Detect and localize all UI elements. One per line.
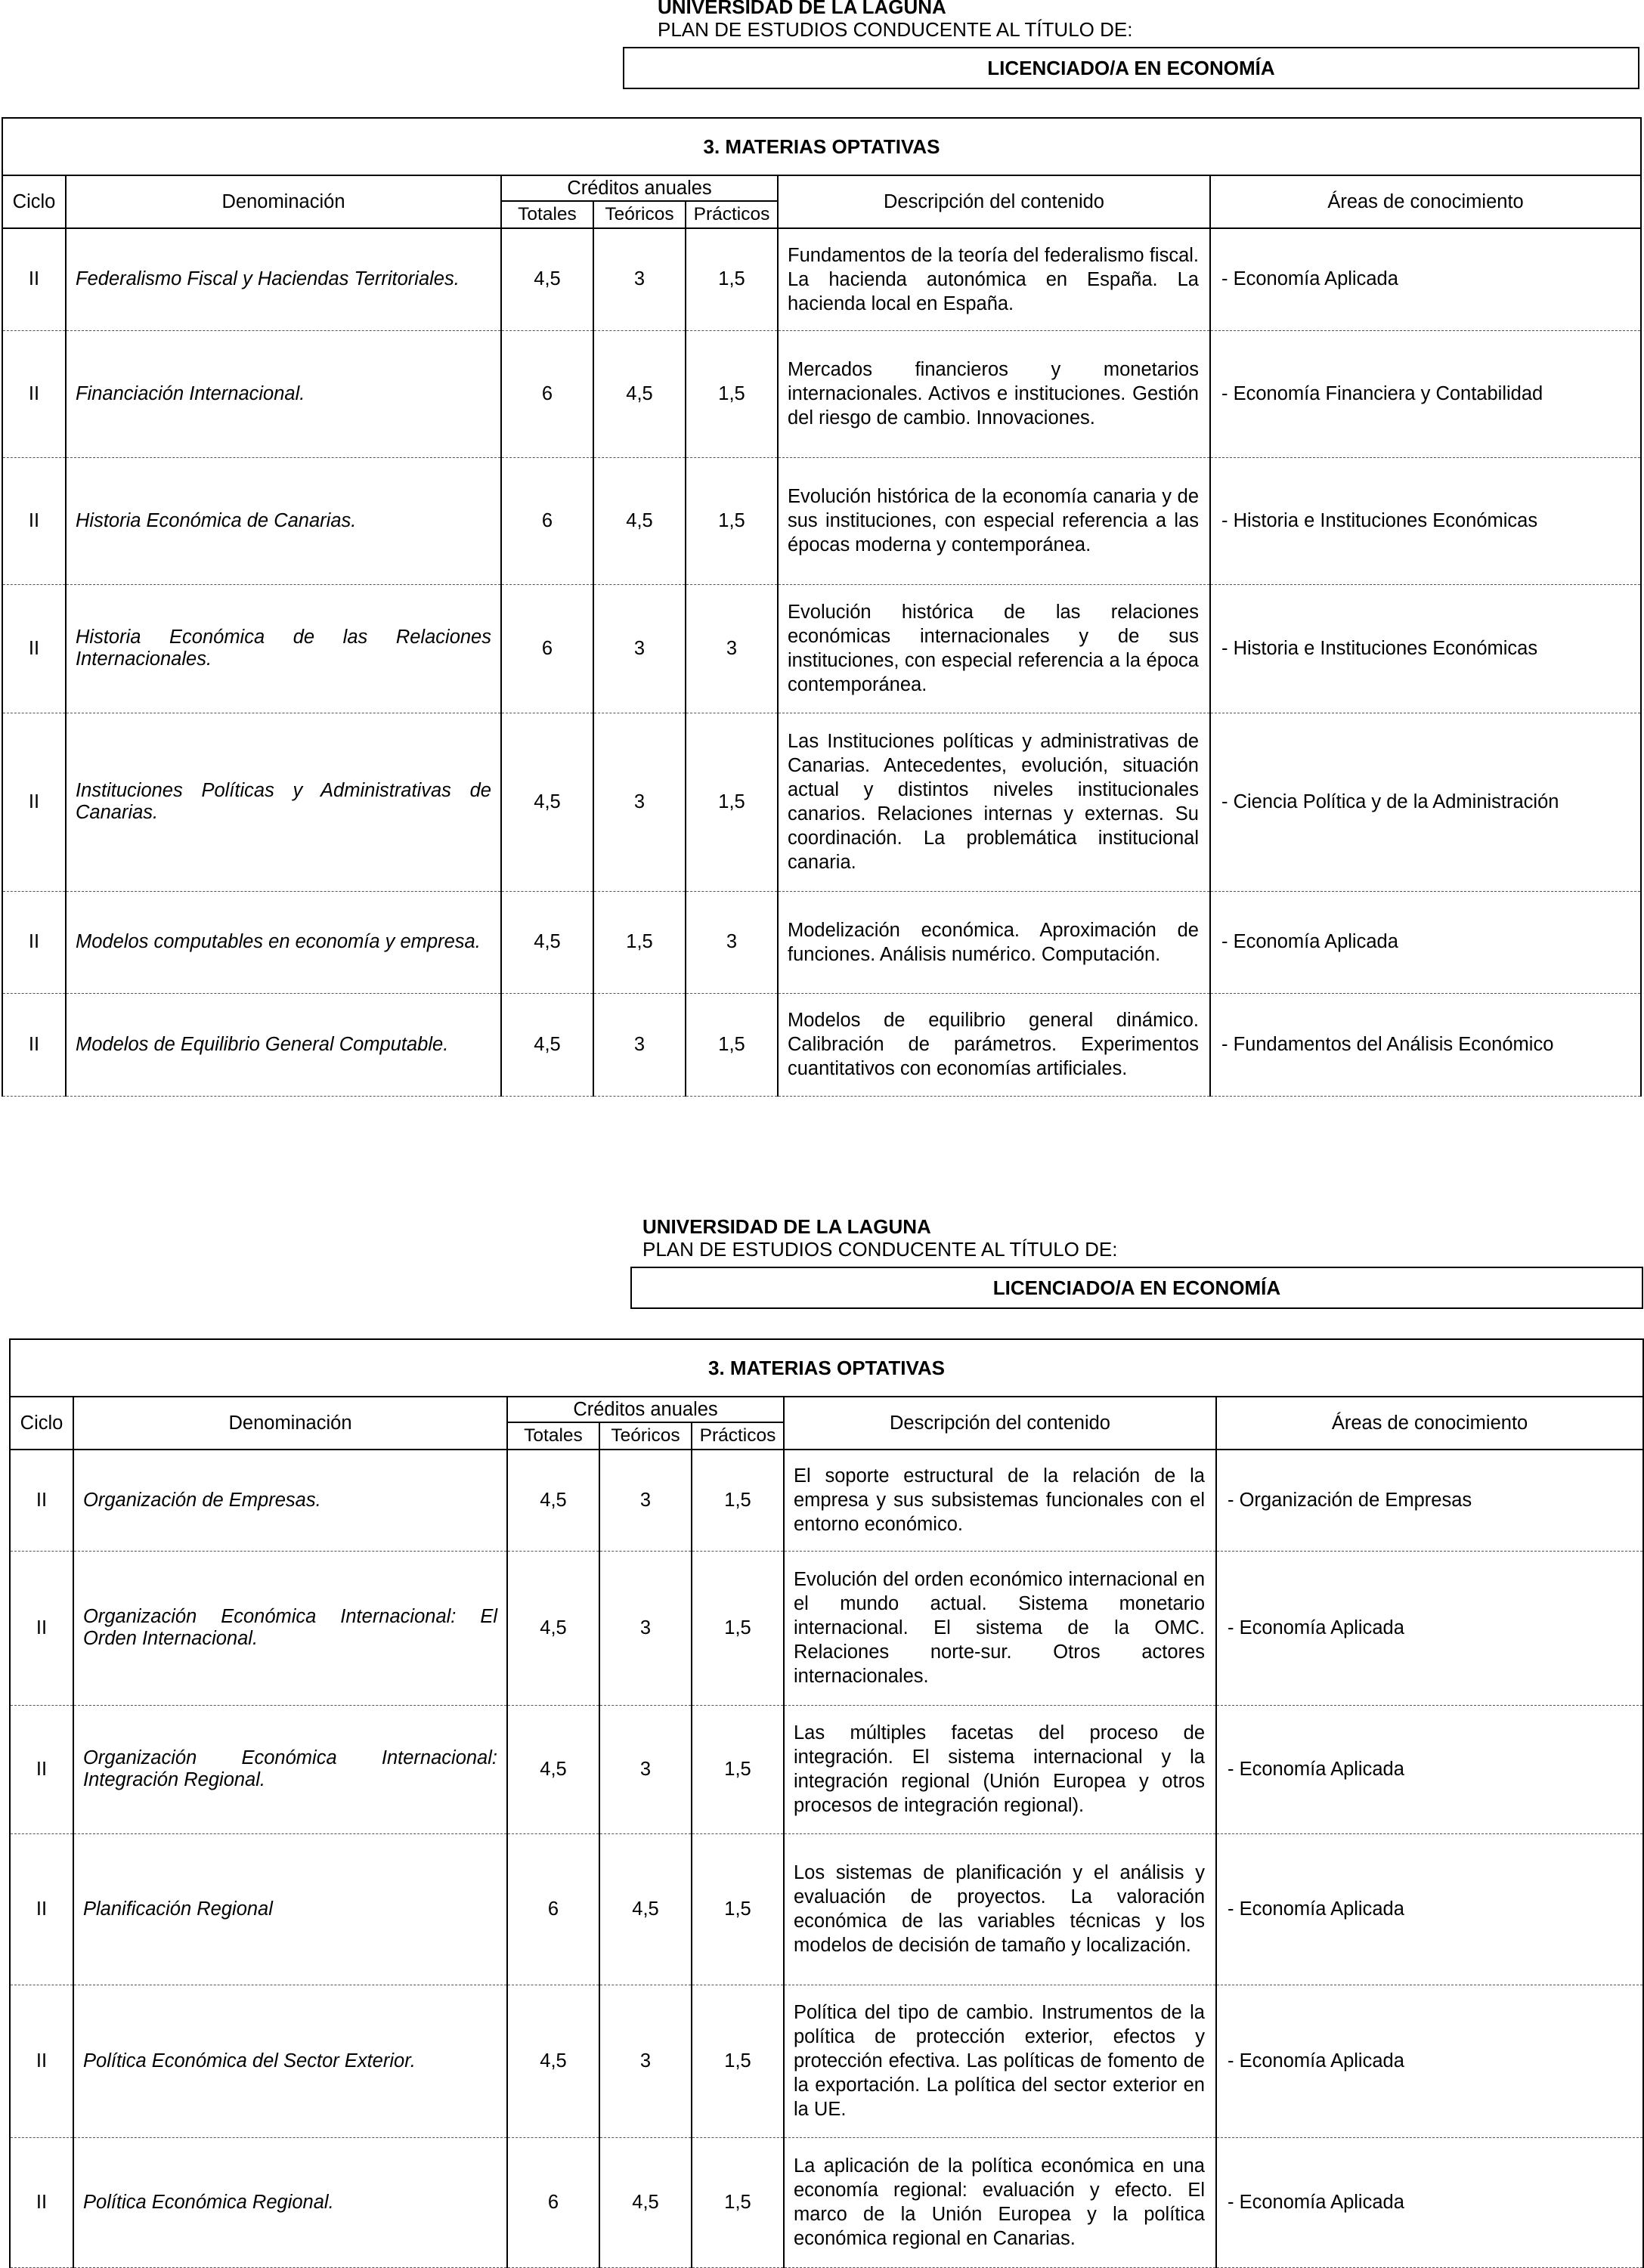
cell-teoricos: 3 bbox=[599, 1705, 692, 1833]
cell-teoricos: 1,5 bbox=[593, 891, 686, 993]
cell-ciclo: II bbox=[2, 993, 66, 1096]
cell-name: Organización Económica Internacional: Integración Regional. bbox=[73, 1705, 507, 1833]
cell-desc: Evolución del orden económico internacional en el mundo actual. Sistema monetario internacional. El sistema de la OMC. Relaciones norte-sur. Otros actores internacionales. bbox=[784, 1551, 1216, 1705]
cell-desc: Mercados financieros y monetarios internacionales. Activos e instituciones. Gestión del riesgo de cambio. Innovaciones. bbox=[778, 330, 1210, 457]
plan-title: PLAN DE ESTUDIOS CONDUCENTE AL TÍTULO DE: bbox=[642, 1238, 1118, 1261]
table-row bbox=[10, 1551, 1643, 1705]
cell-name: Organización de Empresas. bbox=[73, 1450, 507, 1551]
cell-totales: 4,5 bbox=[507, 1985, 599, 2137]
cell-area: - Fundamentos del Análisis Económico bbox=[1210, 993, 1641, 1096]
header-teoricos: Teóricos bbox=[599, 1422, 692, 1450]
cell-ciclo: II bbox=[10, 1705, 73, 1833]
cell-totales: 6 bbox=[507, 1833, 599, 1985]
cell-name: Política Económica Regional. bbox=[73, 2137, 507, 2267]
header-totales: Totales bbox=[507, 1422, 599, 1450]
cell-teoricos: 4,5 bbox=[599, 2137, 692, 2267]
header-denominacion: Denominación bbox=[73, 1397, 507, 1450]
cell-totales: 4,5 bbox=[507, 1551, 599, 1705]
degree-title: LICENCIADO/A EN ECONOMÍA bbox=[987, 57, 1275, 79]
cell-name: Historia Económica de las Relaciones Internacionales. bbox=[66, 584, 501, 713]
cell-name: Modelos computables en economía y empresa. bbox=[66, 891, 501, 993]
cell-totales: 4,5 bbox=[507, 1450, 599, 1551]
plan-title: PLAN DE ESTUDIOS CONDUCENTE AL TÍTULO DE: bbox=[658, 18, 1133, 41]
cell-totales: 6 bbox=[501, 330, 593, 457]
header-creditos: Créditos anuales bbox=[501, 175, 778, 201]
cell-desc: Política del tipo de cambio. Instrumentos de la política de protección exterior, efectos y protección efectiva. Las políticas de fomento de la exportación. La política del sector exterior en la UE. bbox=[784, 1985, 1216, 2137]
optional-subjects-table bbox=[9, 1338, 1644, 2268]
degree-title: LICENCIADO/A EN ECONOMÍA bbox=[992, 1276, 1281, 1299]
table-row bbox=[2, 457, 1641, 584]
document-header bbox=[642, 1215, 1117, 1261]
cell-practicos: 1,5 bbox=[692, 1551, 784, 1705]
header-areas: Áreas de conocimiento bbox=[1210, 175, 1641, 228]
header-ciclo: Ciclo bbox=[10, 1397, 73, 1450]
cell-totales: 4,5 bbox=[501, 993, 593, 1096]
cell-totales: 6 bbox=[501, 457, 593, 584]
header-practicos: Prácticos bbox=[686, 201, 778, 228]
cell-name: Instituciones Políticas y Administrativas de Canarias. bbox=[66, 713, 501, 891]
cell-practicos: 1,5 bbox=[692, 2137, 784, 2267]
degree-title-box bbox=[623, 47, 1639, 89]
cell-ciclo: II bbox=[2, 330, 66, 457]
cell-desc: El soporte estructural de la relación de la empresa y sus subsistemas funcionales con el entorno económico. bbox=[784, 1450, 1216, 1551]
table-row bbox=[2, 891, 1641, 993]
cell-area: - Organización de Empresas bbox=[1216, 1450, 1643, 1551]
cell-practicos: 1,5 bbox=[686, 228, 778, 330]
cell-totales: 4,5 bbox=[501, 713, 593, 891]
cell-desc: Evolución histórica de la economía canaria y de sus instituciones, con especial referencia a las épocas moderna y contemporánea. bbox=[778, 457, 1210, 584]
cell-name: Historia Económica de Canarias. bbox=[66, 457, 501, 584]
header-denominacion: Denominación bbox=[66, 175, 501, 228]
header-ciclo: Ciclo bbox=[2, 175, 66, 228]
cell-totales: 4,5 bbox=[507, 1705, 599, 1833]
cell-desc: Fundamentos de la teoría del federalismo fiscal. La hacienda autonómica en España. La hacienda local en España. bbox=[778, 228, 1210, 330]
cell-desc: Las múltiples facetas del proceso de integración. El sistema internacional y la integración regional (Unión Europea y otros procesos de integración regional). bbox=[784, 1705, 1216, 1833]
cell-totales: 4,5 bbox=[501, 891, 593, 993]
cell-practicos: 3 bbox=[686, 891, 778, 993]
cell-desc: Las Instituciones políticas y administrativas de Canarias. Antecedentes, evolución, situación actual y distintos niveles institucionales canarios. Relaciones internas y externas. Su coordinación. La problemática institucional canaria. bbox=[778, 713, 1210, 891]
cell-area: - Economía Aplicada bbox=[1216, 1985, 1643, 2137]
table-row bbox=[10, 1705, 1643, 1833]
cell-practicos: 1,5 bbox=[692, 1705, 784, 1833]
cell-teoricos: 3 bbox=[599, 1450, 692, 1551]
cell-area: - Economía Aplicada bbox=[1216, 1833, 1643, 1985]
cell-area: - Historia e Instituciones Económicas bbox=[1210, 584, 1641, 713]
header-totales: Totales bbox=[501, 201, 593, 228]
cell-teoricos: 3 bbox=[599, 1985, 692, 2137]
table-row bbox=[10, 2137, 1643, 2267]
cell-desc: Los sistemas de planificación y el análisis y evaluación de proyectos. La valoración económica de las variables técnicas y los modelos de decisión de tamaño y localización. bbox=[784, 1833, 1216, 1985]
cell-ciclo: II bbox=[2, 228, 66, 330]
cell-practicos: 1,5 bbox=[686, 993, 778, 1096]
cell-area: - Economía Financiera y Contabilidad bbox=[1210, 330, 1641, 457]
document-header bbox=[658, 0, 1132, 41]
optional-subjects-table bbox=[2, 117, 1642, 1097]
cell-practicos: 3 bbox=[686, 584, 778, 713]
header-creditos: Créditos anuales bbox=[507, 1397, 784, 1422]
university-name: UNIVERSIDAD DE LA LAGUNA bbox=[658, 0, 946, 18]
cell-area: - Historia e Instituciones Económicas bbox=[1210, 457, 1641, 584]
table-row bbox=[2, 330, 1641, 457]
cell-teoricos: 3 bbox=[599, 1551, 692, 1705]
cell-desc: La aplicación de la política económica en una economía regional: evaluación y efecto. El marco de la Unión Europea y la política económica regional en Canarias. bbox=[784, 2137, 1216, 2267]
table-title: 3. MATERIAS OPTATIVAS bbox=[2, 118, 1641, 175]
cell-name: Federalismo Fiscal y Haciendas Territoriales. bbox=[66, 228, 501, 330]
cell-practicos: 1,5 bbox=[686, 457, 778, 584]
header-practicos: Prácticos bbox=[692, 1422, 784, 1450]
cell-desc: Evolución histórica de las relaciones económicas internacionales y de sus instituciones, con especial referencia a la época contemporánea. bbox=[778, 584, 1210, 713]
cell-teoricos: 4,5 bbox=[599, 1833, 692, 1985]
university-name: UNIVERSIDAD DE LA LAGUNA bbox=[642, 1215, 931, 1238]
cell-totales: 6 bbox=[501, 584, 593, 713]
cell-ciclo: II bbox=[2, 891, 66, 993]
cell-name: Planificación Regional bbox=[73, 1833, 507, 1985]
cell-totales: 4,5 bbox=[501, 228, 593, 330]
cell-desc: Modelos de equilibrio general dinámico. Calibración de parámetros. Experimentos cuantitativos con economías artificiales. bbox=[778, 993, 1210, 1096]
table-title: 3. MATERIAS OPTATIVAS bbox=[10, 1339, 1643, 1397]
table-row bbox=[2, 584, 1641, 713]
cell-practicos: 1,5 bbox=[692, 1833, 784, 1985]
cell-name: Política Económica del Sector Exterior. bbox=[73, 1985, 507, 2137]
cell-teoricos: 3 bbox=[593, 584, 686, 713]
table-row bbox=[10, 1985, 1643, 2137]
cell-practicos: 1,5 bbox=[686, 330, 778, 457]
cell-area: - Economía Aplicada bbox=[1216, 2137, 1643, 2267]
cell-area: - Economía Aplicada bbox=[1216, 1551, 1643, 1705]
cell-teoricos: 3 bbox=[593, 713, 686, 891]
cell-ciclo: II bbox=[10, 2137, 73, 2267]
cell-desc: Modelización económica. Aproximación de funciones. Análisis numérico. Computación. bbox=[778, 891, 1210, 993]
cell-teoricos: 4,5 bbox=[593, 330, 686, 457]
table-row bbox=[2, 993, 1641, 1096]
table-row bbox=[2, 228, 1641, 330]
cell-ciclo: II bbox=[10, 1450, 73, 1551]
cell-practicos: 1,5 bbox=[692, 1450, 784, 1551]
cell-area: - Economía Aplicada bbox=[1210, 891, 1641, 993]
cell-practicos: 1,5 bbox=[686, 713, 778, 891]
degree-title-box bbox=[630, 1267, 1643, 1309]
cell-ciclo: II bbox=[10, 1985, 73, 2137]
table-row bbox=[2, 713, 1641, 891]
cell-totales: 6 bbox=[507, 2137, 599, 2267]
cell-teoricos: 4,5 bbox=[593, 457, 686, 584]
cell-ciclo: II bbox=[10, 1833, 73, 1985]
cell-ciclo: II bbox=[2, 457, 66, 584]
header-descripcion: Descripción del contenido bbox=[784, 1397, 1216, 1450]
cell-practicos: 1,5 bbox=[692, 1985, 784, 2137]
table-row bbox=[10, 1450, 1643, 1551]
cell-name: Modelos de Equilibrio General Computable. bbox=[66, 993, 501, 1096]
cell-teoricos: 3 bbox=[593, 993, 686, 1096]
cell-area: - Economía Aplicada bbox=[1216, 1705, 1643, 1833]
cell-name: Financiación Internacional. bbox=[66, 330, 501, 457]
header-descripcion: Descripción del contenido bbox=[778, 175, 1210, 228]
cell-ciclo: II bbox=[2, 584, 66, 713]
cell-area: - Economía Aplicada bbox=[1210, 228, 1641, 330]
cell-teoricos: 3 bbox=[593, 228, 686, 330]
cell-ciclo: II bbox=[2, 713, 66, 891]
cell-ciclo: II bbox=[10, 1551, 73, 1705]
cell-area: - Ciencia Política y de la Administración bbox=[1210, 713, 1641, 891]
table-row bbox=[10, 1833, 1643, 1985]
header-areas: Áreas de conocimiento bbox=[1216, 1397, 1643, 1450]
cell-name: Organización Económica Internacional: El Orden Internacional. bbox=[73, 1551, 507, 1705]
header-teoricos: Teóricos bbox=[593, 201, 686, 228]
